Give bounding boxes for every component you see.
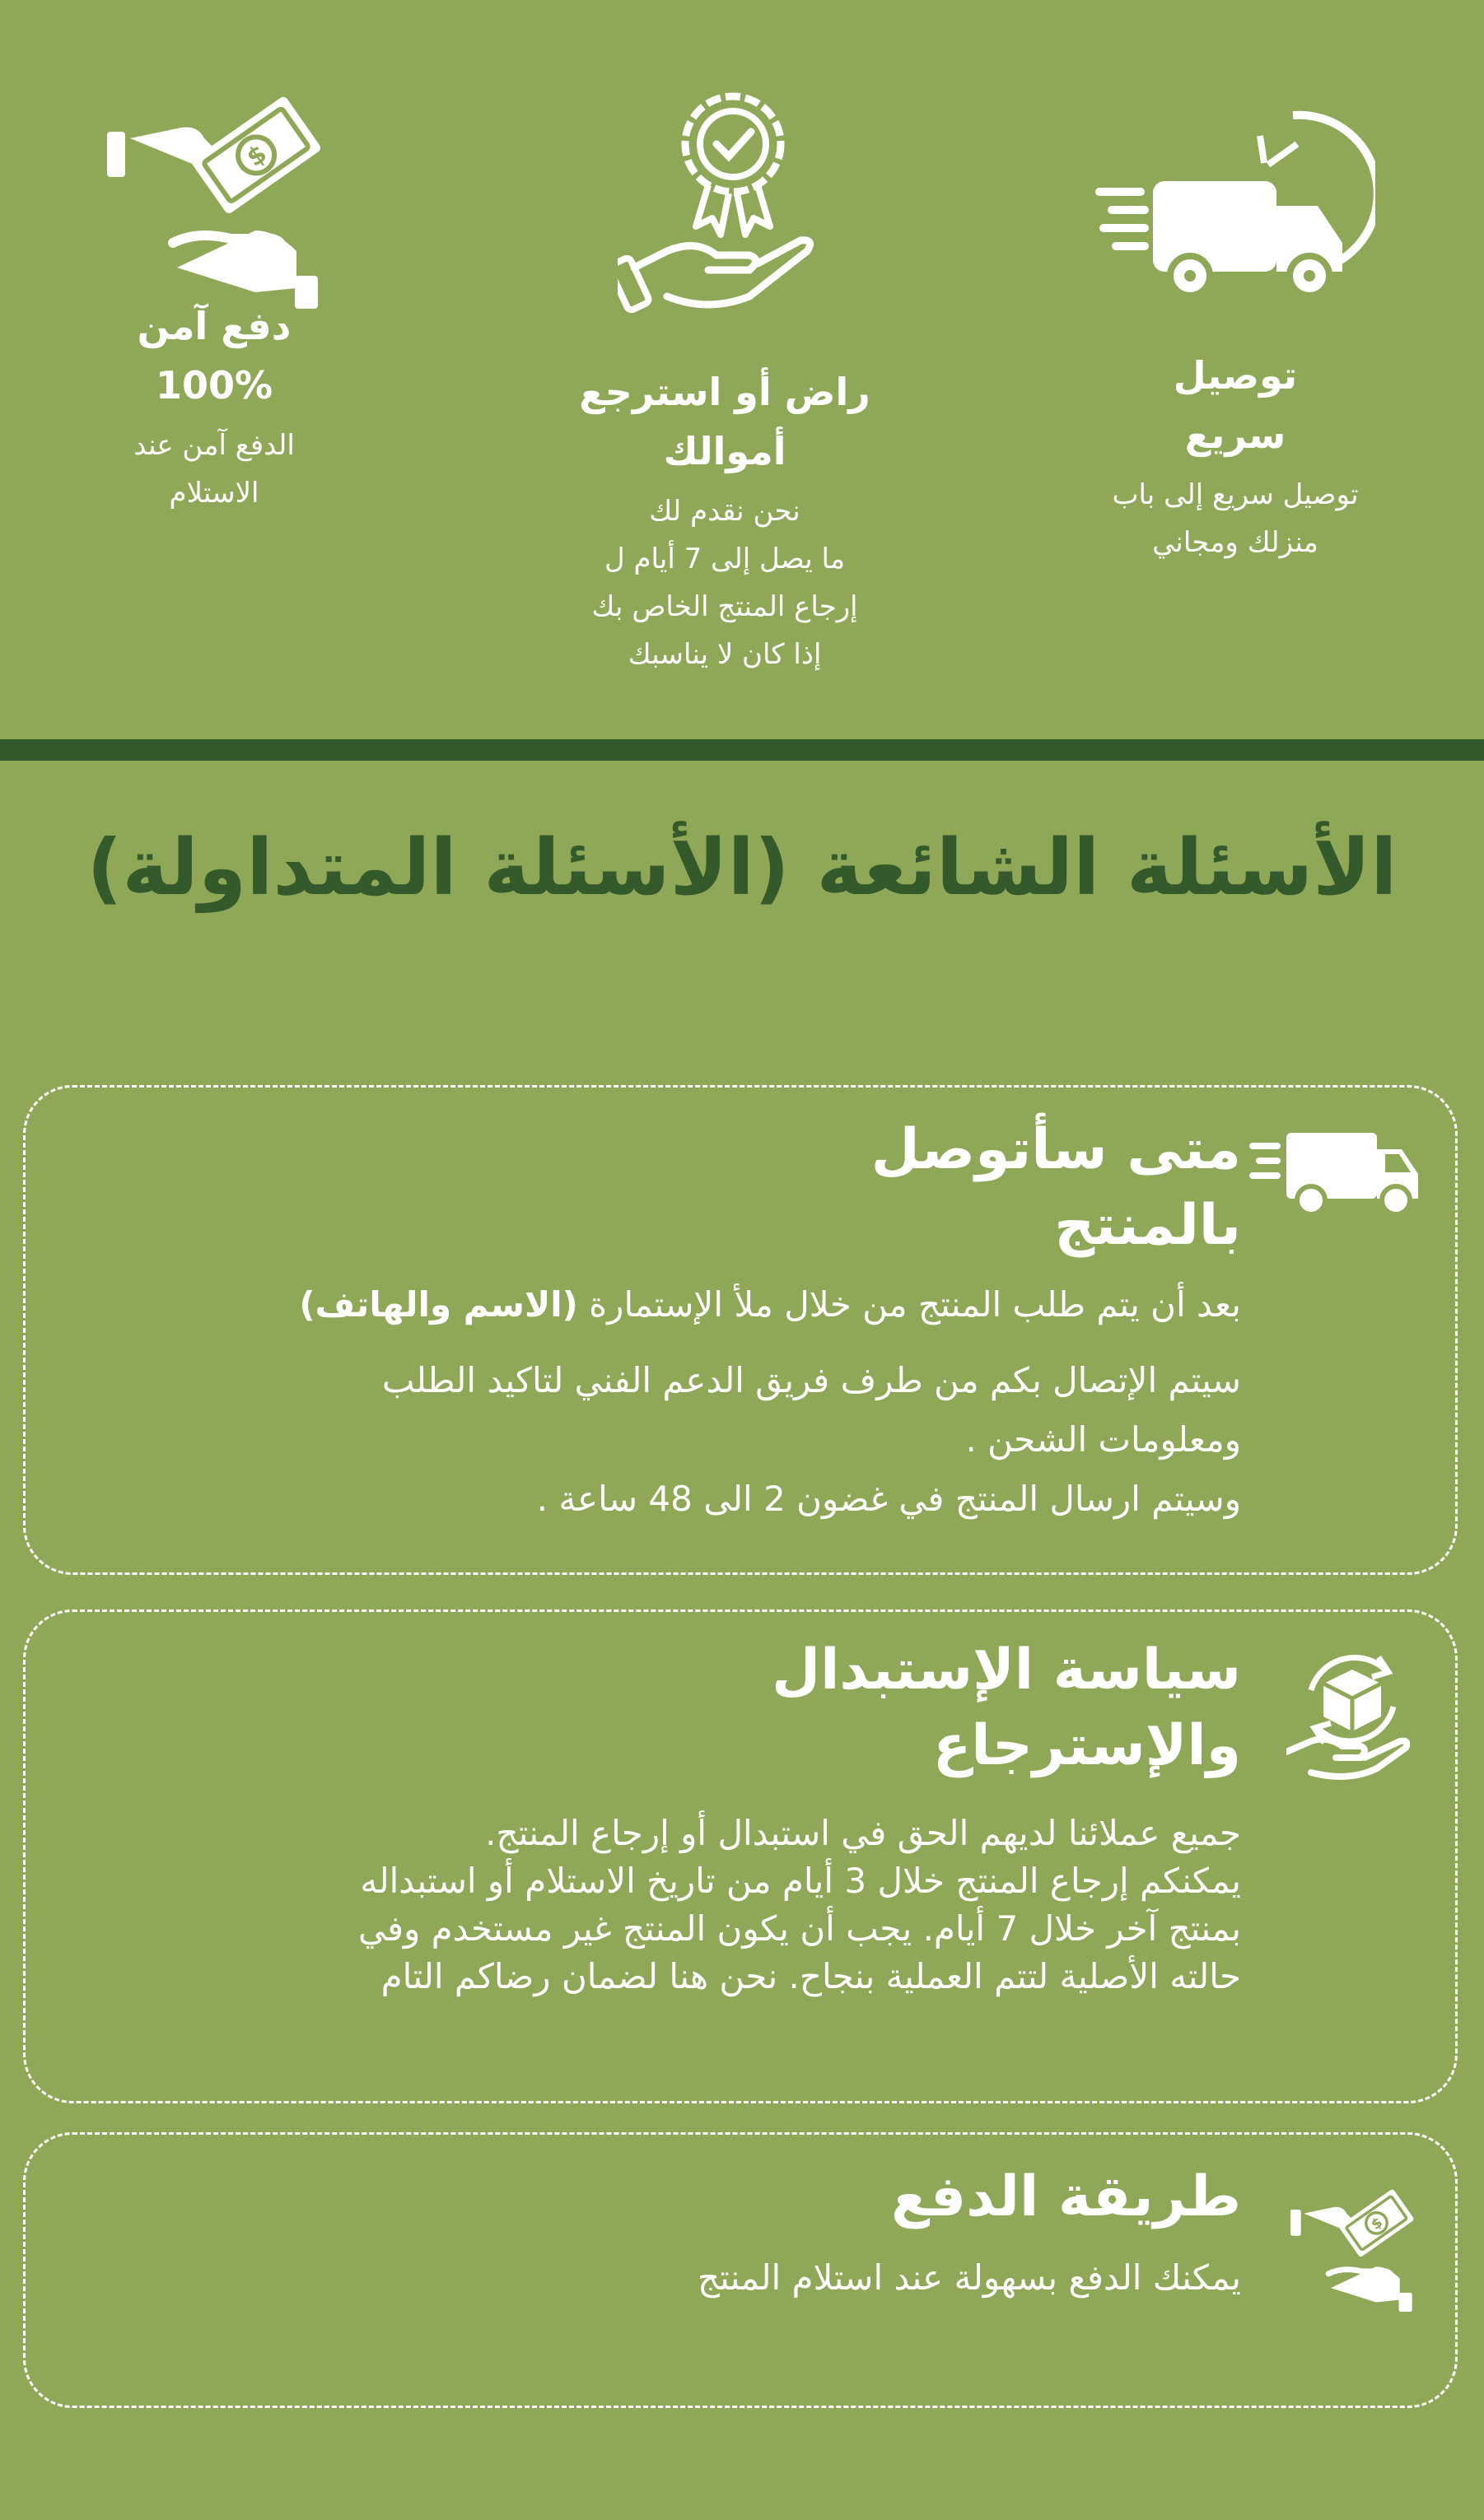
feature-text <box>1046 471 1425 566</box>
faq-card-line: يمكنكم إرجاع المنتج خلال 3 أيام من تاريخ الاستلام أو استبداله <box>360 1861 1241 1901</box>
faq-card-payment <box>23 2132 1458 2408</box>
feature-title: توصيل <box>1173 353 1298 398</box>
faq-card-delivery <box>23 1085 1458 1575</box>
feature-text-line: إرجاع المنتج الخاص بك <box>591 590 858 623</box>
feature-text-line: توصيل سريع إلى باب <box>1112 478 1359 511</box>
faq-card-line: وسيتم ارسال المنتج في غضون 2 الى 48 ساعة . <box>536 1479 1241 1519</box>
feature-title: سريع <box>1184 412 1286 457</box>
faq-card-title-line: طريقة الدفع <box>891 2164 1241 2229</box>
faq-card-body <box>22 1810 1241 2001</box>
faq-card-line: حالته الأصلية لتتم العملية بنجاح. نحن هنا لضمان رضاكم التام <box>380 1956 1241 1996</box>
faq-card-line: سيتم الإتصال بكم من طرف فريق الدعم الفني لتاكيد الطلب <box>381 1360 1241 1400</box>
feature-text-line: منزلك ومجاني <box>1152 526 1318 559</box>
feature-secure-payment <box>49 0 379 517</box>
features-section <box>0 0 1484 741</box>
delivery-truck-icon <box>1095 99 1375 296</box>
faq-card-exchange <box>23 1609 1458 2103</box>
feature-title: دفع آمن <box>137 304 292 348</box>
feature-title: 100% <box>155 363 273 408</box>
faq-card-title-line: متى سأتوصل <box>870 1117 1241 1182</box>
svg-text:$: $ <box>1368 2214 1386 2234</box>
cash-payment-hand-icon <box>1290 2184 1414 2316</box>
faq-card-line: ومعلومات الشحن . <box>965 1419 1241 1460</box>
feature-title: أموالك <box>663 429 786 473</box>
faq-card-bold-text: (الاسم والهاتف) <box>299 1284 578 1325</box>
feature-text-line: نحن نقدم لك <box>649 495 800 528</box>
delivery-truck-icon <box>1249 1125 1422 1223</box>
faq-card-title <box>335 1112 1241 1264</box>
faq-card-body <box>22 1275 1241 1529</box>
feature-text-line: الاستلام <box>169 477 259 510</box>
faq-card-body <box>22 2254 1241 2302</box>
faq-card-line: يمكنك الدفع بسهولة عند استلام المنتج <box>697 2257 1241 2298</box>
feature-text-line: الدفع آمن عند <box>133 429 295 462</box>
feature-text <box>511 487 939 678</box>
feature-title: راض أو استرجع <box>579 370 870 414</box>
faq-card-title-line: بالمنتج <box>1054 1193 1241 1258</box>
faq-card-text: بعد أن يتم طلب المنتج من خلال ملأ الإستمارة <box>577 1284 1241 1325</box>
faq-card-title <box>335 2159 1241 2235</box>
feature-fast-delivery <box>1046 0 1425 566</box>
exchange-return-icon <box>1286 1641 1410 1781</box>
cash-payment-hand-icon <box>107 91 321 313</box>
faq-card-title-line: سياسة الإستبدال <box>772 1637 1241 1703</box>
faq-title: الأسئلة الشائعة (الأسئلة المتداولة) <box>86 823 1398 913</box>
svg-text:$: $ <box>241 139 273 173</box>
section-divider <box>0 739 1484 761</box>
faq-card-line: جميع عملائنا لديهم الحق في استبدال أو إرجاع المنتج. <box>485 1813 1241 1853</box>
feature-text-line: إذا كان لا يناسبك <box>628 638 822 671</box>
feature-text-line: ما يصل إلى 7 أيام ل <box>604 543 846 575</box>
feature-text <box>49 422 379 517</box>
quality-badge-hand-icon <box>618 91 832 321</box>
feature-money-back <box>511 0 939 678</box>
faq-card-line <box>22 1275 1241 1335</box>
faq-card-title <box>335 1633 1241 1784</box>
faq-card-title-line: والإسترجاع <box>932 1713 1241 1778</box>
faq-card-line: بمنتج آخر خلال 7 أيام. يجب أن يكون المنتج غير مستخدم وفي <box>357 1908 1241 1949</box>
